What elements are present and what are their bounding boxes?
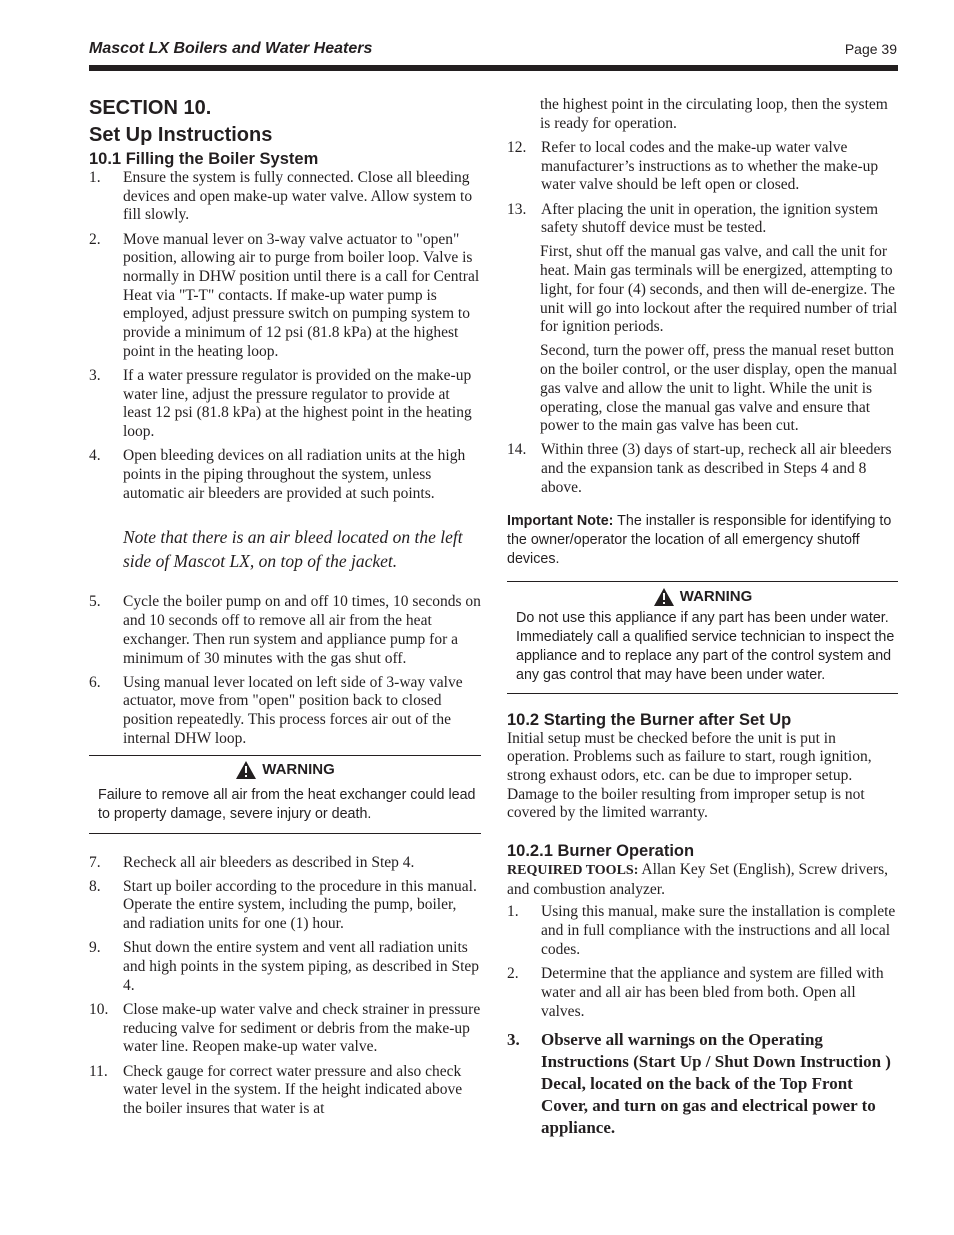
step-number: 7. [89, 853, 101, 871]
step-text: Open bleeding devices on all radiation units at the high points in the piping throughout the system, unless automatic air bleeders are provided at such points. [123, 447, 466, 502]
warning-heading [89, 760, 481, 780]
step-number: 9. [89, 939, 101, 957]
step-number: 1. [89, 169, 101, 186]
running-header-title: Mascot LX Boilers and Water Heaters [89, 40, 373, 57]
step-number: 12. [507, 138, 527, 156]
step-text: Recheck all air bleeders as described in Step 4. [123, 853, 415, 871]
list-item [89, 367, 481, 442]
step-text: Move manual lever on 3-way valve actuator to "open" position, allowing air to purge from boiler loop. Valve is normally in DHW position until there is a call for Central Heat via "T-T" contacts. If make-up water pump is employed, adjust pressure switch on pumping system to provide a minimum of 12 psi (81.8 kPa) at the highest point in the heating loop. [123, 230, 480, 360]
required-tools-text: Allan Key Set (English), Screw drivers, and combustion analyzer. [507, 861, 889, 898]
list-item [89, 1063, 481, 1119]
ignition-test-paragraph-2: Second, turn the power off, press the manual reset button on the boiler control, or the user display, open the manual gas valve and allow the unit to light. While the unit is operating, close the manual gas valve and ensure that power to the main gas valve has been cut. [540, 342, 898, 435]
header-rule [89, 65, 898, 71]
page-number: Page 39 [844, 41, 897, 57]
warning-label: WARNING [679, 588, 753, 606]
right-column [507, 96, 898, 1145]
step-number: 4. [89, 447, 101, 465]
step-text: Close make-up water valve and check strainer in pressure reducing valve for sediment or debris from the make-up water line. Reopen make-up water valve. [123, 1001, 481, 1056]
step-number: 11. [89, 1062, 108, 1080]
list-item [507, 441, 898, 497]
step-number: 8. [89, 877, 101, 895]
important-note-text: The installer is responsible for identifying to the owner/operator the location of all emergency shutoff devices. [507, 512, 892, 567]
list-item [89, 854, 481, 873]
steps-list-b [89, 593, 481, 748]
step-number: 2. [89, 230, 101, 248]
step-number: 10. [89, 1001, 109, 1018]
step-text: Determine that the appliance and system are filled with water and all air has been bled from both. Open all valves. [541, 965, 884, 1020]
section-title: Set Up Instructions [89, 124, 273, 146]
air-bleed-note: Note that there is an air bleed located on the left side of Mascot LX, on top of the jacket. [123, 527, 463, 572]
list-item [89, 939, 481, 995]
ignition-test-paragraph-1: First, shut off the manual gas valve, and call the unit for heat. Main gas terminals will be energized, attempting to light, for four (4) seconds, and then will de-energize. The unit will go into lockout after the required number of trial for ignition periods. [540, 243, 898, 336]
important-note-label: Important Note: [507, 512, 614, 529]
step-number: 3. [507, 1030, 520, 1050]
warning-label: WARNING [262, 761, 335, 779]
warning-box-water [507, 581, 898, 694]
list-item [507, 1029, 898, 1139]
step-text: Observe all warnings on the Operating Instructions (Start Up / Shut Down Instruction ) Decal, located on the back of the Top Front Cover, and turn on gas and electrical power to appliance. [541, 1030, 891, 1138]
important-note [507, 512, 898, 569]
subsection-heading-filling: 10.1 Filling the Boiler System [89, 150, 319, 168]
list-item [507, 139, 898, 195]
step-text: After placing the unit in operation, the ignition system safety shutoff device must be tested. [541, 200, 879, 237]
steps-list-e [507, 441, 898, 497]
steps-list-f [507, 903, 898, 1139]
warning-heading [507, 587, 898, 607]
warning-triangle-icon [235, 760, 257, 780]
subsection-heading-burner-operation: 10.2.1 Burner Operation [507, 842, 695, 861]
list-item [507, 965, 898, 1021]
section-number: SECTION 10. [89, 97, 212, 119]
required-tools [507, 861, 898, 899]
list-item [507, 903, 898, 959]
step-text: Check gauge for correct water pressure and also check water level in the system. If the height indicated above the boiler insures that water is at [123, 1062, 463, 1118]
step-text: Within three (3) days of start-up, recheck all air bleeders and the expansion tank as described in Steps 4 and 8 above. [541, 441, 892, 496]
warning-triangle-icon [653, 587, 675, 607]
subsection-heading-starting: 10.2 Starting the Burner after Set Up [507, 710, 792, 729]
list-item [89, 1001, 481, 1057]
list-item [89, 593, 481, 668]
list-item [507, 201, 898, 238]
list-item [89, 169, 481, 225]
step-number: 2. [507, 965, 519, 983]
step-number: 3. [89, 367, 101, 385]
steps-list-d [507, 139, 898, 238]
left-column [89, 95, 481, 1124]
step-text: Shut down the entire system and vent all radiation units and high points in the system piping, as described in Step 4. [123, 939, 480, 994]
step-text: Cycle the boiler pump on and off 10 times, 10 seconds on and 10 seconds off to remove all air from the heat exchanger. Then run system and appliance pump for a minimum of 30 minutes with the gas shut off. [123, 593, 481, 667]
warning-box-air [89, 755, 481, 834]
required-tools-label: REQUIRED TOOLS: [507, 863, 639, 879]
step-text: Using this manual, make sure the installation is complete and in full compliance with the instructions and all local codes. [541, 903, 896, 958]
steps-list-c [89, 854, 481, 1119]
steps-list-a [89, 169, 481, 503]
list-item [89, 674, 481, 749]
step-number: 1. [507, 903, 519, 921]
step-number: 13. [507, 200, 527, 218]
starting-burner-paragraph: Initial setup must be checked before the unit is put in operation. Problems such as failure to start, rough ignition, strong exhaust odors, etc. can be due to improper setup. Damage to the boiler resulting from improper setup is not covered by the limited warranty. [507, 729, 872, 822]
step-number: 6. [89, 673, 101, 691]
list-item [89, 447, 481, 503]
step-text: Refer to local codes and the make-up water valve manufacturer’s instructions as to whether the make-up water valve should be left open or closed. [541, 138, 879, 194]
step-text: Start up boiler according to the procedure in this manual. Operate the entire system, including the pump, boiler, and radiation units for one (1) hour. [123, 877, 477, 933]
step-11-continued: the highest point in the circulating loop, then the system is ready for operation. [540, 96, 888, 132]
step-text: Ensure the system is fully connected. Close all bleeding devices and open make-up water valve. Allow system to fill slowly. [123, 169, 473, 224]
list-item [89, 231, 481, 362]
warning-text: Do not use this appliance if any part has been under water. Immediately call a qualified service technician to inspect the appliance and to replace any part of the control system and any gas control that may have been under water. [516, 609, 895, 683]
step-number: 5. [89, 593, 101, 611]
step-number: 14. [507, 441, 527, 459]
list-item [89, 878, 481, 934]
step-text: If a water pressure regulator is provided on the make-up water line, adjust the pressure regulator to provide at least 12 psi (81.8 kPa) at the highest point in the heating loop. [123, 367, 472, 441]
warning-text: Failure to remove all air from the heat exchanger could lead to property damage, severe injury or death. [98, 786, 476, 822]
step-text: Using manual lever located on left side of 3-way valve actuator, move from "open" position back to closed position repeatedly. This process forces air out of the internal DHW loop. [123, 673, 463, 747]
